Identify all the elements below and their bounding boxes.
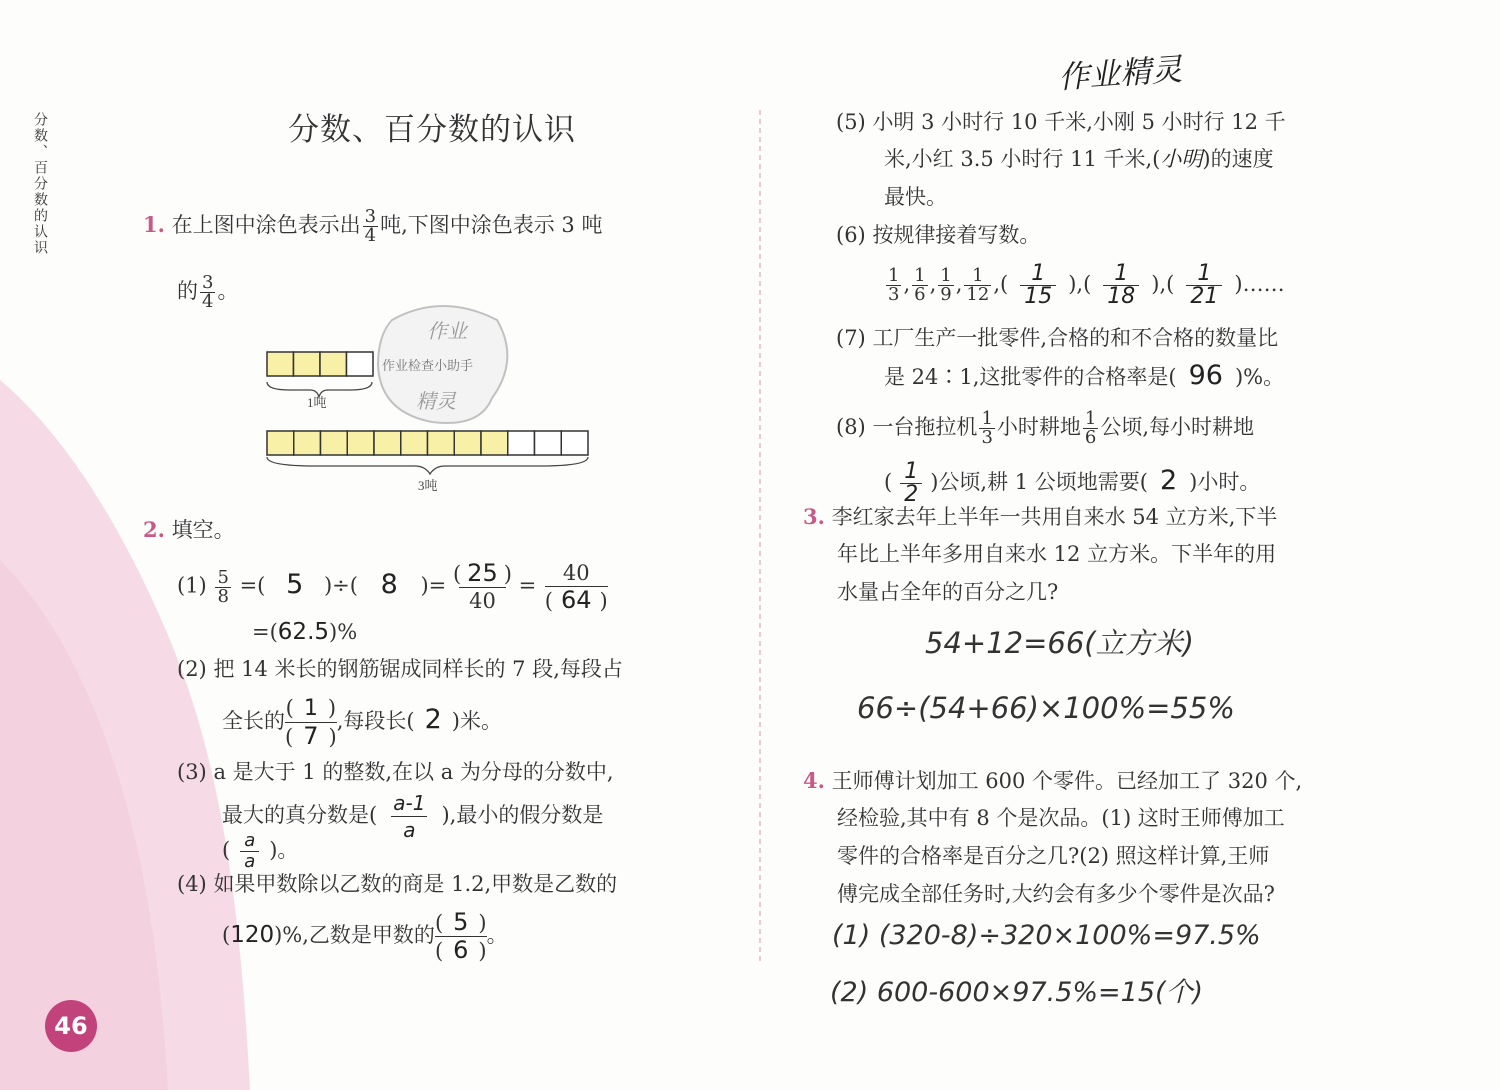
- r-p5-line2: [884, 145, 1274, 173]
- sequence-answer: [1103, 263, 1139, 308]
- r-p8-l1c: 公顷,每小时耕地: [1100, 415, 1255, 439]
- r-p5-l2a: 米,小红 3.5 小时行 11 千米,(: [884, 147, 1161, 171]
- bottom-bar-cell: [321, 431, 348, 455]
- q2-p2-answer2: 2: [424, 704, 442, 735]
- q1-text-a: 在上图中涂色表示出: [171, 213, 361, 237]
- r-q3-line1: [803, 503, 1277, 531]
- q2-p4-answer1: 120: [230, 922, 275, 948]
- q2-heading-line: [143, 516, 235, 544]
- center-divider: [757, 110, 763, 965]
- q2-p3-answer2-d: a: [240, 851, 259, 872]
- r-q4-line2: 经检验,其中有 8 个是次品。(1) 这时王师傅加工: [837, 806, 1285, 830]
- q1-frac1: [363, 208, 378, 245]
- q2-p1-frac3: [543, 560, 610, 614]
- r-q4-work2: (2) 600-600×97.5%=15(个): [830, 977, 1204, 1008]
- q2-p4-answer2-d: 6: [453, 936, 469, 964]
- r-p6-sequence: [884, 258, 1285, 310]
- sequence-answer-d: 15: [1020, 285, 1056, 308]
- r-p8-l1a: 一台拖拉机: [872, 415, 978, 439]
- bottom-bar-cell: [347, 431, 374, 455]
- q2-p4-line2: [222, 908, 508, 964]
- r-p8-answer1: [900, 461, 922, 506]
- q2-p3-text2b: ),最小的假分数是: [441, 803, 604, 827]
- r-p8-frac1-d: 3: [981, 427, 993, 448]
- r-p8-frac1-n: 1: [981, 408, 993, 429]
- q2-p1-frac: [215, 566, 230, 607]
- bottom-bar-cell: [401, 431, 428, 455]
- bottom-bar-cell: [508, 431, 535, 455]
- stamp-top: 作业: [427, 319, 467, 343]
- q2-p3-line1: [177, 758, 614, 786]
- q2-p4-frac-d: ( 6 ): [434, 936, 487, 964]
- q1-frac2-n: 3: [202, 272, 214, 293]
- side-chapter-label: 分数、百分数的认识: [32, 112, 48, 256]
- q1-frac2: [200, 274, 215, 311]
- r-p5-label: (5): [836, 110, 866, 134]
- sequence-separator: ),: [1068, 272, 1084, 296]
- sequence-separator: ,: [903, 272, 911, 296]
- bottom-bar-cell: [535, 431, 562, 455]
- q2-p3-frac1: [391, 790, 427, 843]
- r-p7-label: (7): [836, 326, 866, 350]
- r-p8-answer1-n: 1: [904, 459, 919, 484]
- r-p8-l1b: 小时耕地: [996, 415, 1081, 439]
- bottom-bar-cell: [374, 431, 401, 455]
- bottom-bar: [267, 431, 588, 455]
- r-p8-line1: [836, 402, 1254, 452]
- bottom-bar-label: 3吨: [418, 478, 438, 493]
- r-p8-answer2: 2: [1159, 465, 1178, 496]
- r-p7-line1: [836, 324, 1278, 352]
- bottom-bar-cell: [294, 431, 321, 455]
- sequence-answer-n: 1: [1197, 261, 1212, 286]
- r-p8-answer1-d: 2: [900, 483, 922, 506]
- r-p5-l1: 小明 3 小时行 10 千米,小刚 5 小时行 12 千: [872, 110, 1286, 134]
- q2-p4-text2b: )%,乙数是甲数的: [274, 923, 435, 947]
- q2-p1-line2-a: =(: [252, 620, 278, 644]
- q2-p1-answer5: 62.5: [277, 619, 330, 645]
- r-p8-l2a: (: [884, 470, 893, 494]
- r-p7-answer: 96: [1188, 360, 1223, 391]
- q2-p4-frac: [435, 909, 487, 964]
- r-p7-l2b: )%。: [1234, 365, 1285, 389]
- sequence-separator: (: [1166, 272, 1175, 296]
- q2-p3-answer1-n: a-1: [393, 791, 426, 815]
- q1-frac1-d: 4: [364, 225, 377, 246]
- r-q3-l1: 李红家去年上半年一共用自来水 54 立方米,下半: [831, 505, 1278, 529]
- q2-p3-text3a: (: [222, 838, 231, 862]
- sequence-answer-d: 21: [1186, 285, 1222, 308]
- bottom-bar-cell: [561, 431, 588, 455]
- q2-p3-text2a: 最大的真分数是(: [222, 803, 378, 827]
- logo-text: 作业精灵: [1057, 51, 1184, 97]
- r-q4-line1: [803, 767, 1302, 795]
- q2-number: 2.: [143, 517, 165, 542]
- q2-p3-frac2: [240, 831, 259, 872]
- q2-p1-frac-n: 5: [217, 566, 229, 588]
- r-q4-work1: (1) (320-8)÷320×100%=97.5%: [832, 920, 1261, 951]
- sequence-fraction-d: 9: [940, 284, 952, 305]
- top-bar-cell: [294, 352, 321, 376]
- r-p8-frac2-n: 1: [1084, 408, 1097, 429]
- q2-p1-frac2: [453, 560, 512, 614]
- r-p8-l2c: )小时。: [1189, 470, 1261, 494]
- r-p7-l1: 工厂生产一批零件,合格的和不合格的数量比: [872, 326, 1279, 350]
- bottom-bar-cell: [454, 431, 481, 455]
- q2-p1-frac2-d: 40: [459, 587, 506, 614]
- q2-p1-answer3: 25: [467, 559, 498, 587]
- sequence-separator: ),: [1151, 272, 1167, 296]
- q2-p1-answer4: 64: [561, 586, 592, 614]
- sequence-fraction-n: 1: [914, 265, 926, 286]
- top-bar-cell: [267, 352, 294, 376]
- sequence-fraction: [886, 267, 901, 304]
- q2-p1-line1: [177, 559, 610, 614]
- sequence-fraction-d: 6: [914, 284, 926, 305]
- q2-p2-text2a: 全长的: [222, 709, 285, 733]
- r-p6-text: 按规律接着写数。: [872, 223, 1041, 247]
- r-p5-answer: 小明: [1160, 147, 1203, 171]
- r-p6-label: (6): [836, 223, 866, 247]
- bottom-bar-cell: [428, 431, 455, 455]
- sequence-answer: [1186, 263, 1222, 308]
- r-q3-number: 3.: [803, 504, 825, 529]
- r-p5-line1: [836, 108, 1286, 136]
- q2-p1-eq2: )=: [420, 573, 447, 598]
- sequence-separator: ): [1234, 272, 1243, 296]
- q2-p3-text3b: )。: [269, 838, 299, 862]
- q2-p1-frac-d: 8: [217, 585, 229, 607]
- sequence-fraction-n: 1: [940, 265, 952, 286]
- q2-p2-frac-d: ( 7 ): [285, 722, 337, 750]
- sequence-fraction: [964, 267, 991, 304]
- sequence-separator: ,: [929, 272, 937, 296]
- r-q4-l1: 王师傅计划加工 600 个零件。已经加工了 320 个,: [831, 769, 1303, 793]
- r-p8-frac1: [979, 410, 994, 447]
- bottom-bar-cell: [481, 431, 508, 455]
- r-p6-line1: [836, 221, 1040, 249]
- r-p8-frac2: [1083, 410, 1098, 447]
- bottom-bar-cell: [267, 431, 294, 455]
- sequence-fraction-n: 1: [972, 265, 984, 286]
- r-q3-work2: 66÷(54+66)×100%=55%: [857, 691, 1235, 725]
- q2-p1-answer2: 8: [380, 568, 398, 600]
- q1-frac1-n: 3: [364, 206, 377, 227]
- r-q4-line3: 零件的合格率是百分之几?(2) 照这样计算,王师: [837, 844, 1270, 868]
- q2-p4-answer2-n: 5: [453, 908, 469, 936]
- q2-p2-answer-n: 1: [303, 696, 318, 721]
- q2-heading: 填空。: [171, 518, 235, 542]
- sequence-fraction-d: 3: [888, 284, 900, 305]
- page-title: 分数、百分数的认识: [288, 112, 576, 148]
- q1-text-b: 吨,下图中涂色表示 3 吨: [380, 213, 603, 237]
- sequence-ellipsis: ……: [1242, 272, 1285, 296]
- sequence-separator: ,: [955, 272, 963, 296]
- q2-p2-answer-d: 7: [303, 722, 319, 750]
- q2-p1-line2: [252, 618, 357, 646]
- q2-p1-frac2-n: ( 25 ): [452, 559, 512, 587]
- q2-p4-line1: [177, 870, 617, 898]
- q2-p2-text: 把 14 米长的钢筋锯成同样长的 7 段,每段占: [213, 657, 623, 681]
- q2-p3-label: (3): [177, 760, 207, 784]
- q2-p1-eq3: =: [518, 573, 537, 598]
- q1-number: 1.: [143, 212, 165, 237]
- q2-p1-eq1: =(: [239, 573, 266, 598]
- q2-p4-text2c: 。: [486, 923, 508, 947]
- q2-p2-text2c: )米。: [451, 709, 502, 733]
- r-q3-work1: 54+12=66(立方米): [925, 626, 1194, 660]
- bottom-brace: [267, 457, 588, 474]
- sequence-fraction: [912, 267, 927, 304]
- stamp-bottom: 精灵: [416, 389, 456, 413]
- sequence-answer-n: 1: [1114, 261, 1129, 286]
- sequence-answer-n: 1: [1031, 261, 1046, 286]
- r-p5-l2b: )的速度: [1202, 147, 1274, 171]
- q2-p4-text2a: (: [222, 923, 231, 947]
- sequence-fraction: [938, 267, 953, 304]
- q2-p1-div: )÷(: [323, 573, 358, 598]
- q2-p3-answer2-n: a: [244, 830, 256, 851]
- sequence-separator: ,: [993, 272, 1001, 296]
- q2-p1-label: (1): [177, 573, 207, 598]
- q2-p2-line1: [177, 655, 623, 683]
- stamp-middle: 作业检查小助手: [382, 359, 474, 374]
- q2-p4-label: (4): [177, 872, 207, 896]
- r-p8-l2b: )公顷,耕 1 公顷地需要(: [930, 470, 1148, 494]
- r-q3-line3: 水量占全年的百分之几?: [837, 580, 1059, 604]
- top-bar-cell: [347, 352, 374, 376]
- q2-p4-frac-n: ( 5 ): [434, 908, 487, 936]
- q2-p3-line3: [222, 830, 298, 872]
- sequence-fraction-n: 1: [888, 265, 900, 286]
- r-p5-line3: 最快。: [884, 185, 947, 209]
- q2-p2-frac: [285, 695, 337, 750]
- q2-p1-answer1: 5: [286, 568, 304, 600]
- q2-p2-text2b: ,每段长(: [336, 709, 415, 733]
- r-q4-line4: 傅完成全部任务时,大约会有多少个零件是次品?: [837, 882, 1275, 906]
- page-number-badge: 46: [45, 1000, 97, 1052]
- q2-p4-text: 如果甲数除以乙数的商是 1.2,甲数是乙数的: [213, 872, 618, 896]
- q2-p2-label: (2): [177, 657, 207, 681]
- q2-p3-answer1-d: a: [391, 816, 427, 843]
- q2-p2-line2: [222, 695, 502, 750]
- q2-p1-frac3-d: ( 64 ): [544, 586, 608, 614]
- watermark-stamp: [372, 300, 514, 432]
- top-bar-cell: [320, 352, 347, 376]
- q1-frac2-d: 4: [202, 291, 214, 312]
- q1-text-c: 的: [177, 279, 198, 303]
- q1-text-d: 。: [217, 279, 239, 303]
- q2-p3-text: a 是大于 1 的整数,在以 a 为分母的分数中,: [213, 760, 614, 784]
- q2-p1-frac3-n: 40: [562, 561, 590, 585]
- sequence-answer-d: 18: [1103, 285, 1139, 308]
- r-p8-label: (8): [836, 415, 866, 439]
- q1-line2: [177, 274, 238, 311]
- q2-p2-frac-n: ( 1 ): [285, 696, 337, 721]
- r-q3-line2: 年比上半年多用自来水 12 立方米。下半年的用: [837, 542, 1277, 566]
- q2-p1-line2-b: )%: [329, 620, 358, 644]
- top-bar: [267, 352, 373, 376]
- r-p8-line2: [884, 458, 1260, 506]
- top-bar-label: 1吨: [307, 395, 327, 410]
- sequence-separator: (: [1083, 272, 1092, 296]
- sequence-fraction-d: 12: [966, 284, 990, 305]
- r-p7-l2a: 是 24∶1,这批零件的合格率是(: [884, 365, 1177, 389]
- sequence-answer: [1020, 263, 1056, 308]
- q1-line1: [143, 208, 602, 245]
- r-p8-frac2-d: 6: [1084, 427, 1097, 448]
- sequence-separator: (: [1000, 272, 1009, 296]
- r-p7-line2: [884, 362, 1284, 391]
- r-q4-number: 4.: [803, 768, 825, 793]
